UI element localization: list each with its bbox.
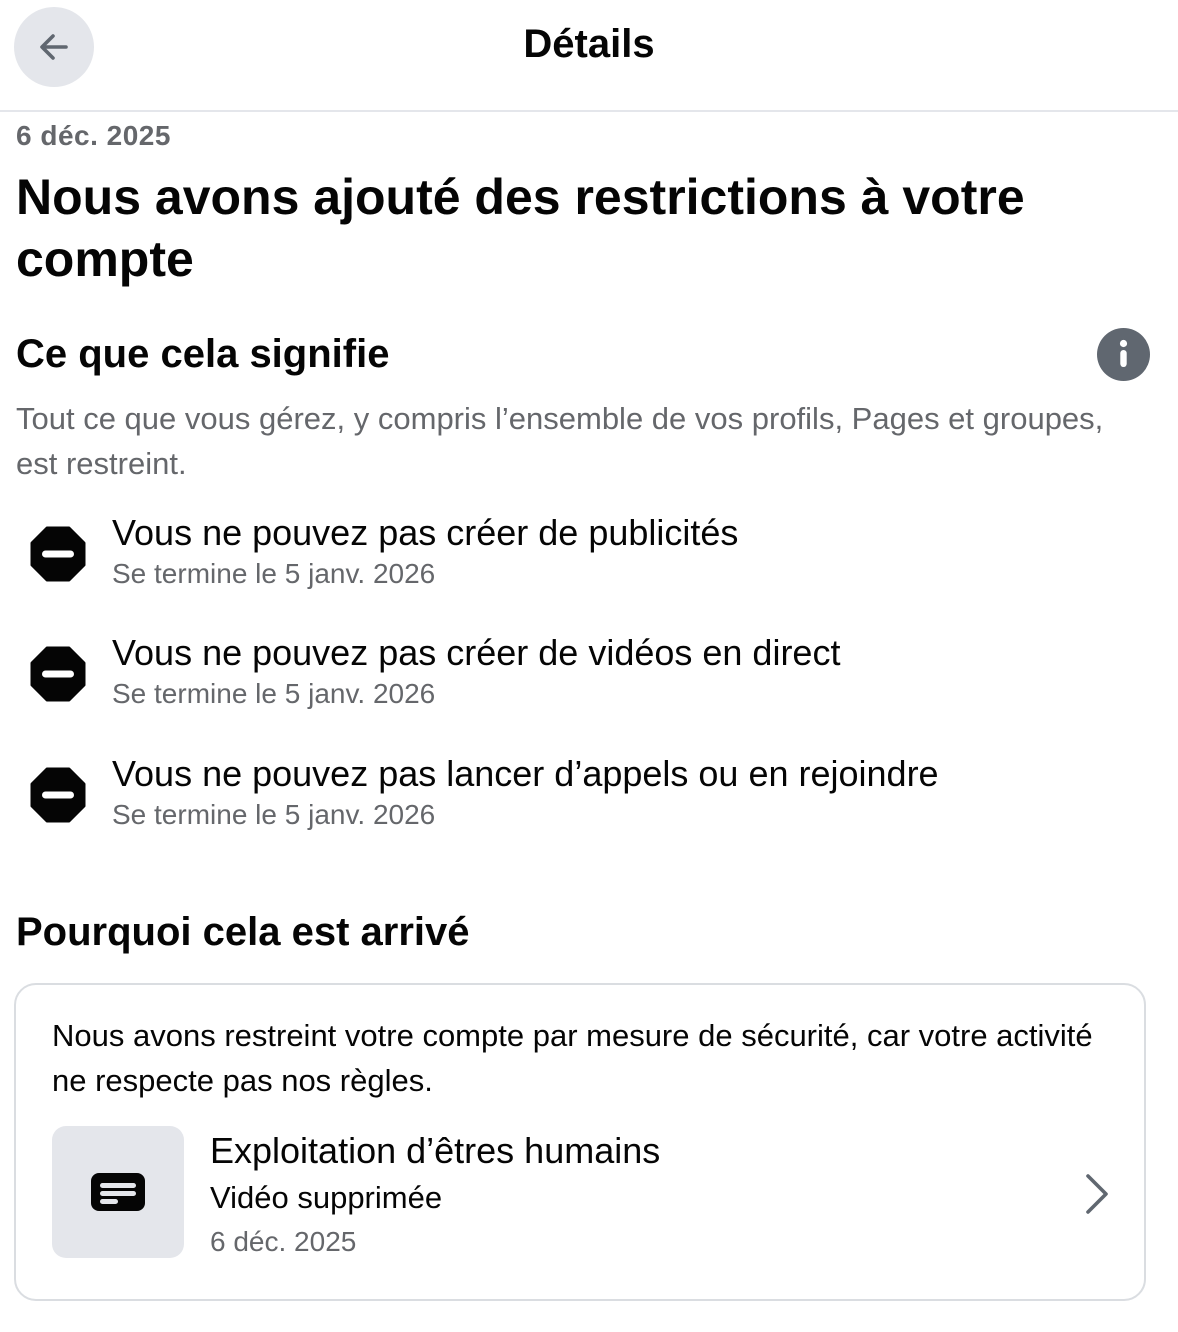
info-icon[interactable] [1097, 328, 1150, 381]
reason-explanation: Nous avons restreint votre compte par mesure de sécurité, car votre activité ne respecte pas nos règles. [52, 1018, 1093, 1098]
restriction-end-date: Se termine le 5 janv. 2026 [112, 678, 436, 709]
restriction-item [30, 753, 1150, 843]
restriction-label: Vous ne pouvez pas créer de vidéos en direct [112, 632, 841, 673]
stop-minus-icon [30, 526, 86, 582]
chevron-right-icon[interactable] [1076, 1172, 1116, 1216]
notice-title: Nous avons ajouté des restrictions à votre compte [16, 169, 1025, 287]
violation-title: Exploitation d’êtres humains [210, 1130, 661, 1171]
violation-date: 6 déc. 2025 [210, 1226, 357, 1257]
restriction-label: Vous ne pouvez pas lancer d’appels ou en rejoindre [112, 753, 939, 794]
violation-action: Vidéo supprimée [210, 1180, 443, 1215]
restriction-end-date: Se termine le 5 janv. 2026 [112, 799, 436, 830]
restriction-item [30, 512, 1150, 602]
restriction-label: Vous ne pouvez pas créer de publicités [112, 512, 739, 553]
meaning-description: Tout ce que vous gérez, y compris l’ensemble de vos profils, Pages et groupes, est restreint. [16, 401, 1104, 481]
violation-item[interactable] [52, 1126, 1116, 1260]
stop-minus-icon [30, 767, 86, 823]
info-glyph [1097, 328, 1150, 381]
section-title-meaning: Ce que cela signifie [16, 332, 390, 376]
restriction-end-date: Se termine le 5 janv. 2026 [112, 558, 436, 589]
section-title-why: Pourquoi cela est arrivé [16, 910, 470, 954]
page-title: Détails [523, 22, 655, 66]
reason-card [14, 983, 1146, 1301]
violation-thumbnail [52, 1126, 184, 1258]
restriction-item [30, 632, 1150, 722]
top-bar [0, 0, 1178, 112]
stop-minus-icon [30, 646, 86, 702]
notice-date: 6 déc. 2025 [16, 120, 171, 151]
message-bubble-icon [90, 1172, 146, 1212]
